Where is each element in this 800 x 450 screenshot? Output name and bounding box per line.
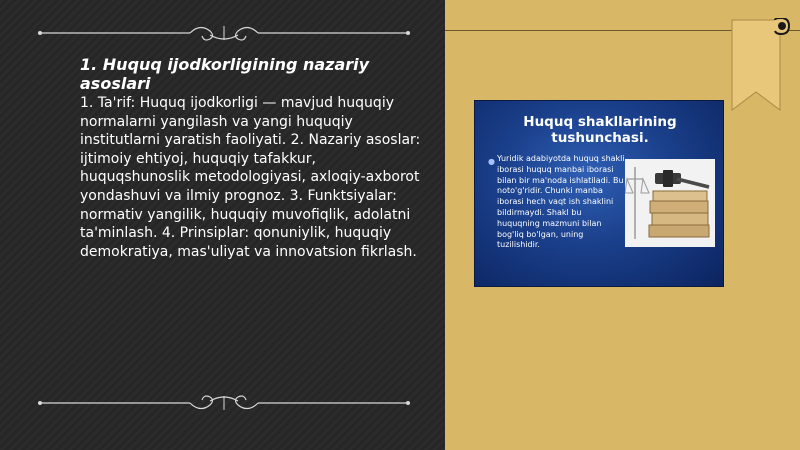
gavel-books-scales-icon (625, 159, 715, 247)
bullet-icon: ● (488, 157, 495, 166)
ornament-divider-bottom (38, 392, 410, 414)
thumbnail-text: Yuridik adabiyotda huquq shakli iborasi huquq manbai iborasi bilan bir ma'noda ishlatiladi. Bu noto'g'ridir. Chunki manba iborasi hech vaqt ish shaklini bildirmaydi. Shakl bu huquqning mazmuni bilan bog'liq bo'lgan, uning tuzilishidir. (497, 154, 625, 250)
slide-title: 1. Huquq ijodkorligining nazariy asoslari (80, 55, 370, 93)
bookmark-ribbon-icon (720, 18, 795, 113)
slide-thumbnail-image (474, 100, 724, 287)
ornament-divider-top (38, 22, 410, 44)
thumbnail-title: Huquq shakllarining tushunchasi. (523, 114, 677, 146)
slide-body-text: 1. Ta'rif: Huquq ijodkorligi — mavjud huquqiy normalarni yangilash va yangi huquqiy institutlarni yaratish faoliyati. 2. Nazariy asoslar: ijtimoiy ehtiyoj, huquqiy tafakkur, huquqshunoslik metodologiyasi, axloqiy-axborot yondashuvi va ilmiy prognoz. 3. Funktsiyalar: normativ yangilik, huquqiy muvofiqlik, adolatni ta'minlash. 4. Prinsiplar: qonuniylik, huquqiy demokratiya, mas'uliyat va innovatsion fikrlash. (80, 95, 421, 260)
